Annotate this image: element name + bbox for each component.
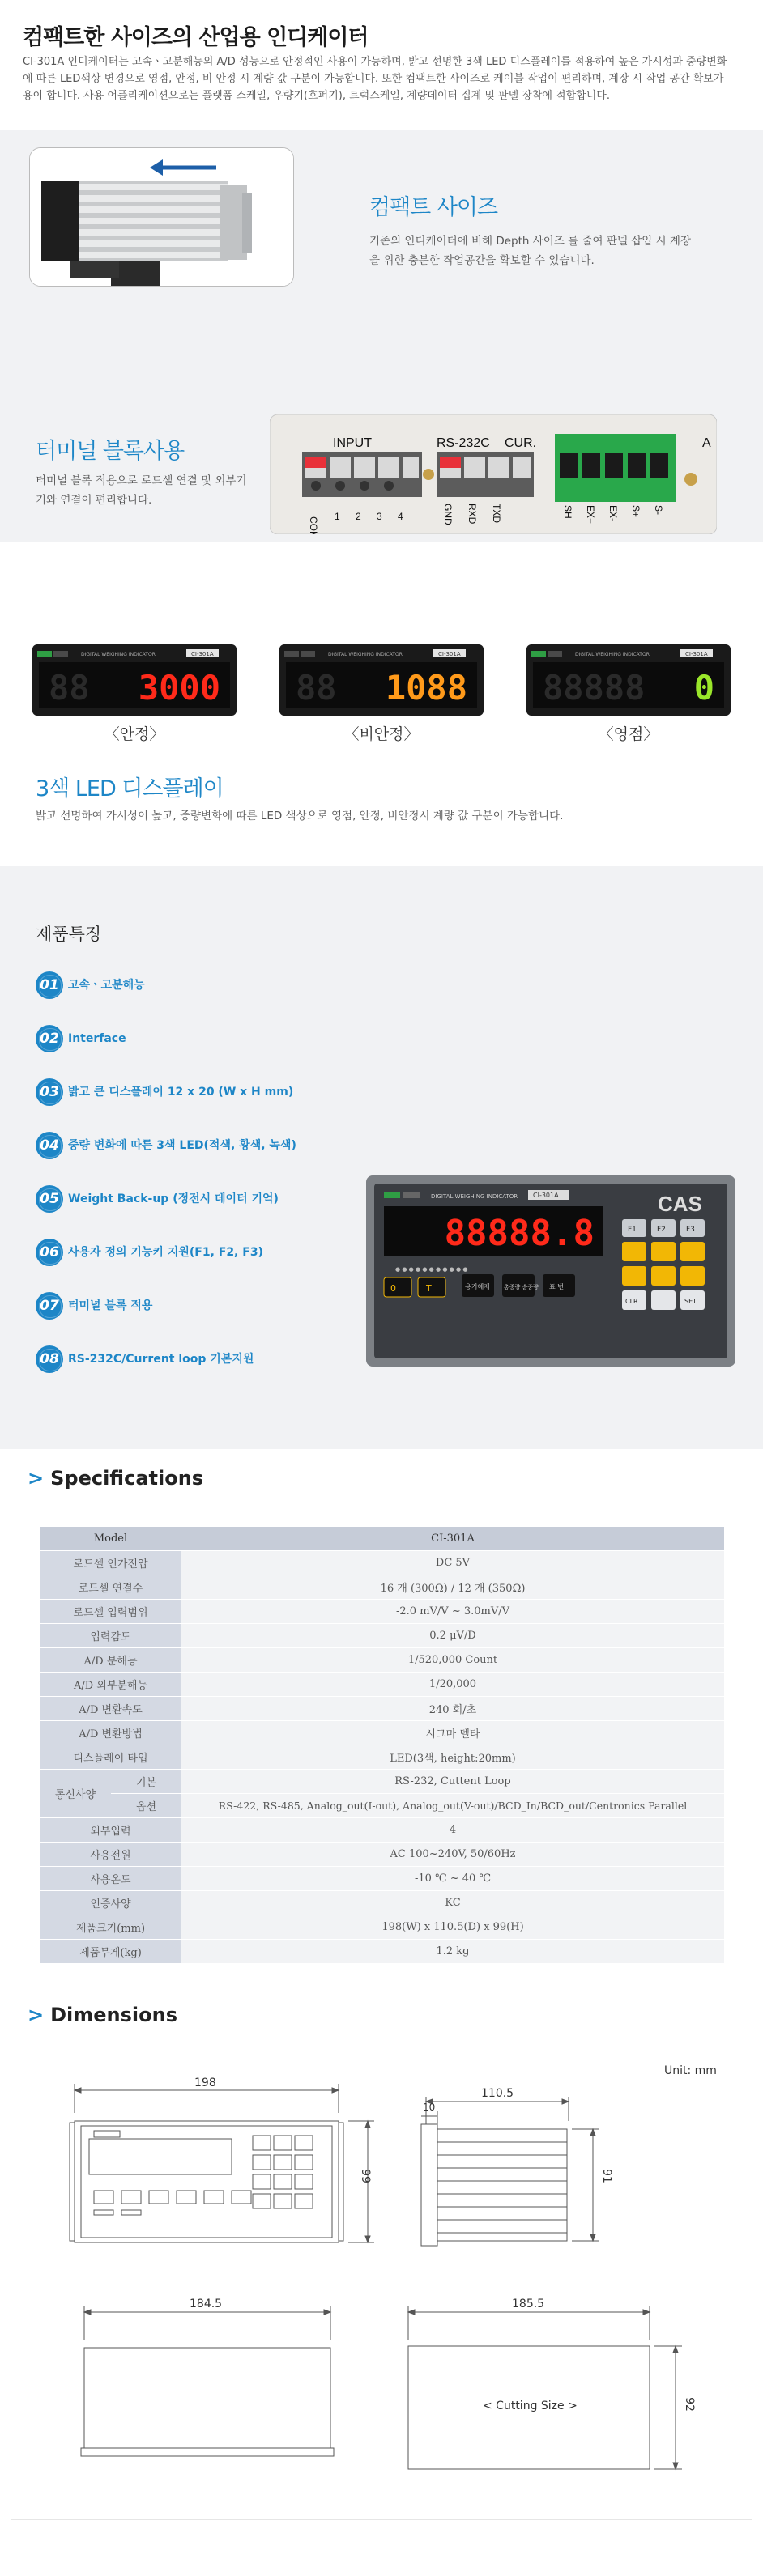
led-display	[279, 644, 484, 716]
table-row: 입력감도 0.2 μV/D	[40, 1624, 724, 1648]
led-display	[32, 644, 237, 716]
led-panel-stable	[32, 644, 237, 716]
svg-text:DIGITAL WEIGHING INDICATOR: DIGITAL WEIGHING INDICATOR	[81, 652, 156, 657]
table-row: 제품크기(mm) 198(W) x 110.5(D) x 99(H)	[40, 1915, 724, 1940]
intro-section	[0, 0, 763, 130]
intro-description: CI-301A 인디케이터는 고속ㆍ고분해능의 A/D 성능으로 안정적인 사용이 가능하며, 밝고 선명한 3색 LED 디스플레이를 적용하여 높은 가시성과 중량변화에 따른 LED색상 변경으로 영점, 안정, 비 안정 시 계량 값 구분이 가능합니다. 또한 컴팩트한 사이즈로 케이블 작업이 편리하며, 계장 시 작업 공간 확보가 용이 합니다. 사용 어플리케이션으로는 플랫폼 스케일, 우량기(호퍼기), 트럭스케일, 계량데이터 집계 및 판넬 장착에 적합합니다.	[23, 56, 727, 102]
led-caption-zero: 〈영점〉	[598, 725, 659, 743]
input-label: INPUT	[333, 436, 372, 450]
specifications-table	[40, 1527, 724, 1964]
svg-text:CI-301A: CI-301A	[438, 651, 461, 657]
features-heading: 제품특징	[36, 925, 102, 944]
led-caption-stable: 〈안정〉	[104, 725, 165, 743]
in2-label: 2	[356, 511, 361, 522]
led-display	[526, 644, 731, 716]
svg-text:CI-301A: CI-301A	[685, 651, 708, 657]
led-value-unstable: 1088	[385, 668, 467, 708]
svg-text:DIGITAL WEIGHING INDICATOR: DIGITAL WEIGHING INDICATOR	[431, 1193, 518, 1200]
indicator-front-illustration	[366, 1175, 735, 1367]
svg-text:F3: F3	[686, 1226, 695, 1234]
rs232-label: RS-232C	[437, 436, 490, 450]
indicator-device-image	[366, 1175, 735, 1367]
txd-label: TXD	[491, 504, 502, 523]
svg-text:CI-301A: CI-301A	[191, 651, 214, 657]
led-description: 밝고 선명하여 가시성이 높고, 중량변화에 따른 LED 색상으로 영점, 안정, 비안정시 계량 값 구분이 가능합니다.	[36, 810, 564, 823]
svg-text:0: 0	[390, 1283, 396, 1294]
svg-text:CLR: CLR	[625, 1298, 638, 1305]
com-label: COM	[308, 516, 319, 534]
table-row: 디스플레이 타입 LED(3색, height:20mm)	[40, 1745, 724, 1770]
svg-text:표 번: 표 번	[549, 1283, 564, 1290]
table-row: 인증사양 KC	[40, 1891, 724, 1915]
svg-text:F1: F1	[628, 1226, 637, 1234]
svg-text:● ● ● ● ● ● ● ● ● ● ●: ● ● ● ● ● ● ● ● ● ● ●	[395, 1266, 468, 1273]
page: 컴팩트한 사이즈의 산업용 인디케이터 CI-301A 인디케이터는 고속ㆍ고분해능의 A/D 성능으로 안정적인 사용이 가능하며, 밝고 선명한 3색 LED 디스플레이를 적용하여 높은 가시성과 중량변화에 따른 LED색상 변경으로 영점, 안정, 비 안정 시 계량 값 구분이 가능합니다. 또한 컴팩트한 사이즈로 케이블 작업이 편리하며, 계장 시 작업 공간 확보가 용이 합니다. 사용 어플리케이션으로는 플랫폼 스케일, 우량기(호퍼기), 트럭스케일, 계량데이터 집계 및 판넬 장착에 적합합니다. 컴팩트 사이즈 기존의 인디케이터에 비해 Depth 사이즈 를 줄여 판넬 삽입 시 계장을 위한 충분한 작업공간을 확보할 수 있습니다. 터미널 블록사용 터미널 블록 적용으로 로드셀 연결 및 외부기기와 연결이 편리합니다. INPUT RS-232C CUR. A COM 1 2 3 4 GND RXD TXD SH EX+ EX- S+ S- DIGITAL WEIGHING INDICATOR CI-301A 3000 88 〈안정〉 DIGITAL WEIGHING INDICATOR CI-301A 88 1088 〈비안정〉 DIGITAL WEIGHING INDICATOR CI-301A 88888 0 〈영점〉 3색 LED 디스플레이 밝고 선명하여 가시성이 높고, 중량변화에 따른 LED 색상으로 영점, 안정, 비안정시 계량 값 구분이 가능합니다. 제품특징 01 고속ㆍ고분해능 02 Interface 03 밝고 큰 디스플레이 12 x 20 (W x H mm) 04 중량 변화에 따른 3색 LED(적색, 황색, 녹색) 05 Weight Back-up (정전시 데이터 기억) 06 사용자 정의 기능키 지원(F1, F2, F3) 07 터미널 블록 적용 08 RS-232C/Current loop 기본지원 DIGITAL WEIGHING INDICATOR CI-301A CAS 88888.8 ● ● ● ● ● ● ● ● ● ● ● 0 T 용기해제 총중량 순중량 표 번 F1 F2 F3 CLR SET > Specifications Model CI-301A 로드셀 인가전압 DC 5V 로드셀 연결수 16 개 (300Ω) / 12 개 (350Ω) 로드셀 입력범위 -2.0 mV/V ~ 3.0mV/V 입력감도 0.2 μV/D A/D 분해능 1/520,000 Count A/D 외부분해능 1/20,000 A/D 변환속도 240 회/초 A/D 변환방법 시그마 델타 디스플레이 타입 LED(3색, height:20mm) 통신사양 기본 RS-232, Cuttent Loop 옵션 RS-422, RS-485, Analog_out(I-out), Analog_out(V-out)/BCD_In/BCD_out/Centronics Parallel 외부입력 4 사용전원 AC 100~240V, 50/60Hz 사용온도 -10 ℃ ~ 40 ℃ 인증사양 KC 제품크기(mm) 198(W) x 110.5(D) x 99(H) 제품무게(kg) 1.2 kg > Dimensions Unit: mm 198 99 110.5 10 91 184.5 185.5 92 < Cutting Size >	[0, 0, 763, 2576]
gnd-label: GND	[442, 504, 454, 525]
rxd-label: RXD	[467, 504, 478, 525]
cur-label: CUR.	[505, 436, 537, 450]
svg-text:CI-301A: CI-301A	[533, 1192, 559, 1199]
compact-device-image	[29, 147, 294, 287]
svg-text:88: 88	[296, 668, 337, 708]
in1-label: 1	[335, 511, 340, 522]
led-panel-unstable	[279, 644, 484, 716]
compact-size-description: 기존의 인디케이터에 비해 Depth 사이즈 를 줄여 판넬 삽입 시 계장을 위한 충분한 작업공간을 확보할 수 있습니다.	[369, 235, 692, 267]
cut-height-label: 92	[682, 2397, 696, 2412]
table-header-row: Model CI-301A	[40, 1527, 724, 1551]
table-row: 사용온도 -10 ℃ ~ 40 ℃	[40, 1867, 724, 1891]
exm-label: EX-	[607, 505, 619, 522]
table-row: 제품무게(kg) 1.2 kg	[40, 1940, 724, 1964]
exp-label: EX+	[585, 505, 596, 525]
front-width-label: 198	[194, 2077, 216, 2089]
compact-size-title: 컴팩트 사이즈	[369, 195, 498, 220]
unit-label: Unit: mm	[664, 2064, 717, 2077]
table-row: A/D 외부분해능 1/20,000	[40, 1673, 724, 1697]
terminal-block-title: 터미널 블록사용	[36, 439, 185, 464]
svg-text:CAS: CAS	[658, 1192, 702, 1216]
table-row: 로드셀 인가전압 DC 5V	[40, 1551, 724, 1575]
table-row: A/D 변환방법 시그마 델타	[40, 1721, 724, 1745]
sp-label: S+	[630, 505, 642, 518]
svg-text:SET: SET	[684, 1298, 697, 1305]
compact-size-section	[0, 130, 763, 332]
in4-label: 4	[398, 511, 403, 522]
table-row: 통신사양 기본 RS-232, Cuttent Loop	[40, 1770, 724, 1794]
table-row: 로드셀 입력범위 -2.0 mV/V ~ 3.0mV/V	[40, 1600, 724, 1624]
side-height-label: 91	[599, 2169, 613, 2183]
sm-label: S-	[653, 505, 664, 515]
led-value-stable: 3000	[138, 668, 220, 708]
svg-text:DIGITAL WEIGHING INDICATOR: DIGITAL WEIGHING INDICATOR	[575, 652, 650, 657]
terminal-block-description: 터미널 블록 적용으로 로드셀 연결 및 외부기기와 연결이 편리합니다.	[36, 474, 247, 507]
led-value-zero: 0	[693, 668, 714, 708]
bottom-width-label: 184.5	[190, 2298, 223, 2310]
table-row: 외부입력 4	[40, 1818, 724, 1843]
in3-label: 3	[377, 511, 382, 522]
led-caption-unstable: 〈비안정〉	[343, 725, 420, 743]
terminal-block-image	[270, 414, 717, 536]
dimension-lines	[0, 2072, 763, 2526]
table-row: 사용전원 AC 100~240V, 50/60Hz	[40, 1843, 724, 1867]
page-title: 컴팩트한 사이즈의 산업용 인디케이터	[23, 25, 369, 50]
side-depth-label: 110.5	[481, 2087, 514, 2100]
dimensions-heading: > Dimensions	[28, 2004, 177, 2026]
front-height-label: 99	[358, 2169, 372, 2183]
terminal-block-illustration	[270, 414, 717, 534]
led-title: 3색 LED 디스플레이	[36, 776, 224, 801]
svg-text:총중량 순중량: 총중량 순중량	[504, 1284, 539, 1290]
table-row: A/D 분해능 1/520,000 Count	[40, 1648, 724, 1673]
svg-text:F2: F2	[657, 1226, 666, 1234]
side-10-label: 10	[423, 2102, 436, 2113]
cutting-size-label: < Cutting Size >	[483, 2400, 578, 2412]
svg-text:T: T	[426, 1283, 432, 1294]
table-row: A/D 변환속도 240 회/초	[40, 1697, 724, 1721]
cut-width-label: 185.5	[512, 2298, 545, 2310]
device-side-illustration	[30, 148, 293, 286]
svg-text:용기해제: 용기해제	[465, 1283, 490, 1290]
specifications-heading: > Specifications	[28, 1467, 204, 1490]
svg-text:DIGITAL WEIGHING INDICATOR: DIGITAL WEIGHING INDICATOR	[328, 652, 403, 657]
sh-label: SH	[562, 505, 573, 519]
table-row: 옵션 RS-422, RS-485, Analog_out(I-out), Analog_out(V-out)/BCD_In/BCD_out/Centronics Parallel	[40, 1794, 724, 1818]
svg-text:88: 88	[49, 668, 90, 708]
indicator-reading: 88888.8	[444, 1213, 595, 1254]
table-row: 로드셀 연결수 16 개 (300Ω) / 12 개 (350Ω)	[40, 1575, 724, 1600]
a-label: A	[702, 436, 711, 450]
led-panel-zero	[526, 644, 731, 716]
svg-text:88888: 88888	[543, 668, 646, 708]
